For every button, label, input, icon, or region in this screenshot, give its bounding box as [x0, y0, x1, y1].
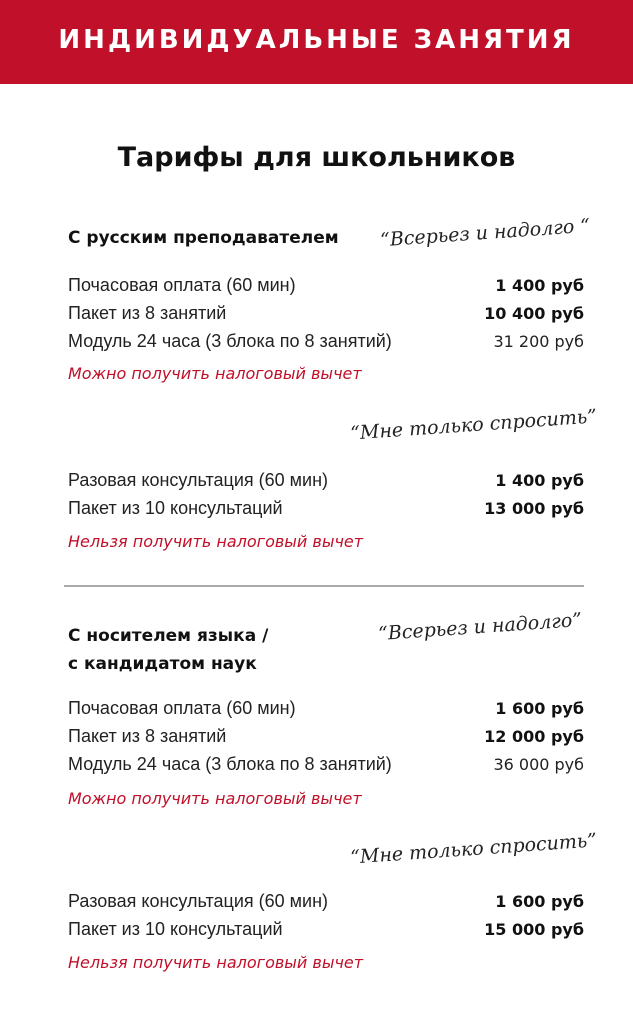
section-divider [64, 585, 584, 587]
price-row-label: Пакет из 8 занятий [68, 725, 227, 746]
price-row [68, 722, 584, 750]
price-row-label: Модуль 24 часа (3 блока по 8 занятий) [68, 330, 392, 351]
price-row-value: 1 400 руб [495, 470, 584, 490]
tagline-seriously: “Всерьез и надолго “ [379, 214, 591, 252]
price-row-value: 1 400 руб [495, 275, 584, 295]
no-tax-deduction-note: Нельзя получить налоговый вычет [68, 953, 364, 972]
price-row-value: 1 600 руб [495, 698, 584, 718]
price-row-label: Пакет из 10 консультаций [68, 918, 283, 939]
price-row [68, 887, 584, 915]
header-title: ИНДИВИДУАЛЬНЫЕ ЗАНЯТИЯ [58, 25, 575, 55]
section-heading-line: С русским преподавателем [68, 228, 339, 248]
price-row-value: 1 600 руб [495, 891, 584, 911]
price-row [68, 494, 584, 522]
price-row-value: 12 000 руб [484, 726, 584, 746]
price-row [68, 271, 584, 299]
section-heading-line: С носителем языка / [68, 626, 269, 646]
price-row-label: Модуль 24 часа (3 блока по 8 занятий) [68, 753, 392, 774]
price-row [68, 694, 584, 722]
tax-deduction-note: Можно получить налоговый вычет [68, 789, 362, 808]
price-row [68, 915, 584, 943]
price-row [68, 299, 584, 327]
tagline-just-ask: “Мне только спросить” [349, 405, 598, 445]
price-row-label: Пакет из 8 занятий [68, 302, 227, 323]
price-row-value: 36 000 руб [493, 754, 584, 774]
section-heading-line: с кандидатом наук [68, 654, 257, 674]
price-row-label: Почасовая оплата (60 мин) [68, 274, 296, 295]
price-row [68, 327, 584, 355]
price-row-label: Пакет из 10 консультаций [68, 497, 283, 518]
price-row-label: Разовая консультация (60 мин) [68, 469, 329, 490]
tagline-seriously: “Всерьез и надолго” [377, 608, 583, 646]
price-row-value: 10 400 руб [484, 303, 584, 323]
price-row-label: Разовая консультация (60 мин) [68, 890, 329, 911]
tagline-just-ask: “Мне только спросить” [349, 829, 598, 869]
price-row-value: 31 200 руб [493, 331, 584, 351]
price-row-label: Почасовая оплата (60 мин) [68, 697, 296, 718]
price-row-value: 15 000 руб [484, 919, 584, 939]
price-row [68, 466, 584, 494]
section-heading-native-speaker [68, 622, 268, 678]
section-heading-russian-teacher [68, 224, 339, 252]
header-banner [0, 0, 633, 84]
price-row [68, 750, 584, 778]
tax-deduction-note: Можно получить налоговый вычет [68, 364, 362, 383]
price-row-value: 13 000 руб [484, 498, 584, 518]
page-title: Тарифы для школьников [117, 142, 516, 173]
no-tax-deduction-note: Нельзя получить налоговый вычет [68, 532, 364, 551]
